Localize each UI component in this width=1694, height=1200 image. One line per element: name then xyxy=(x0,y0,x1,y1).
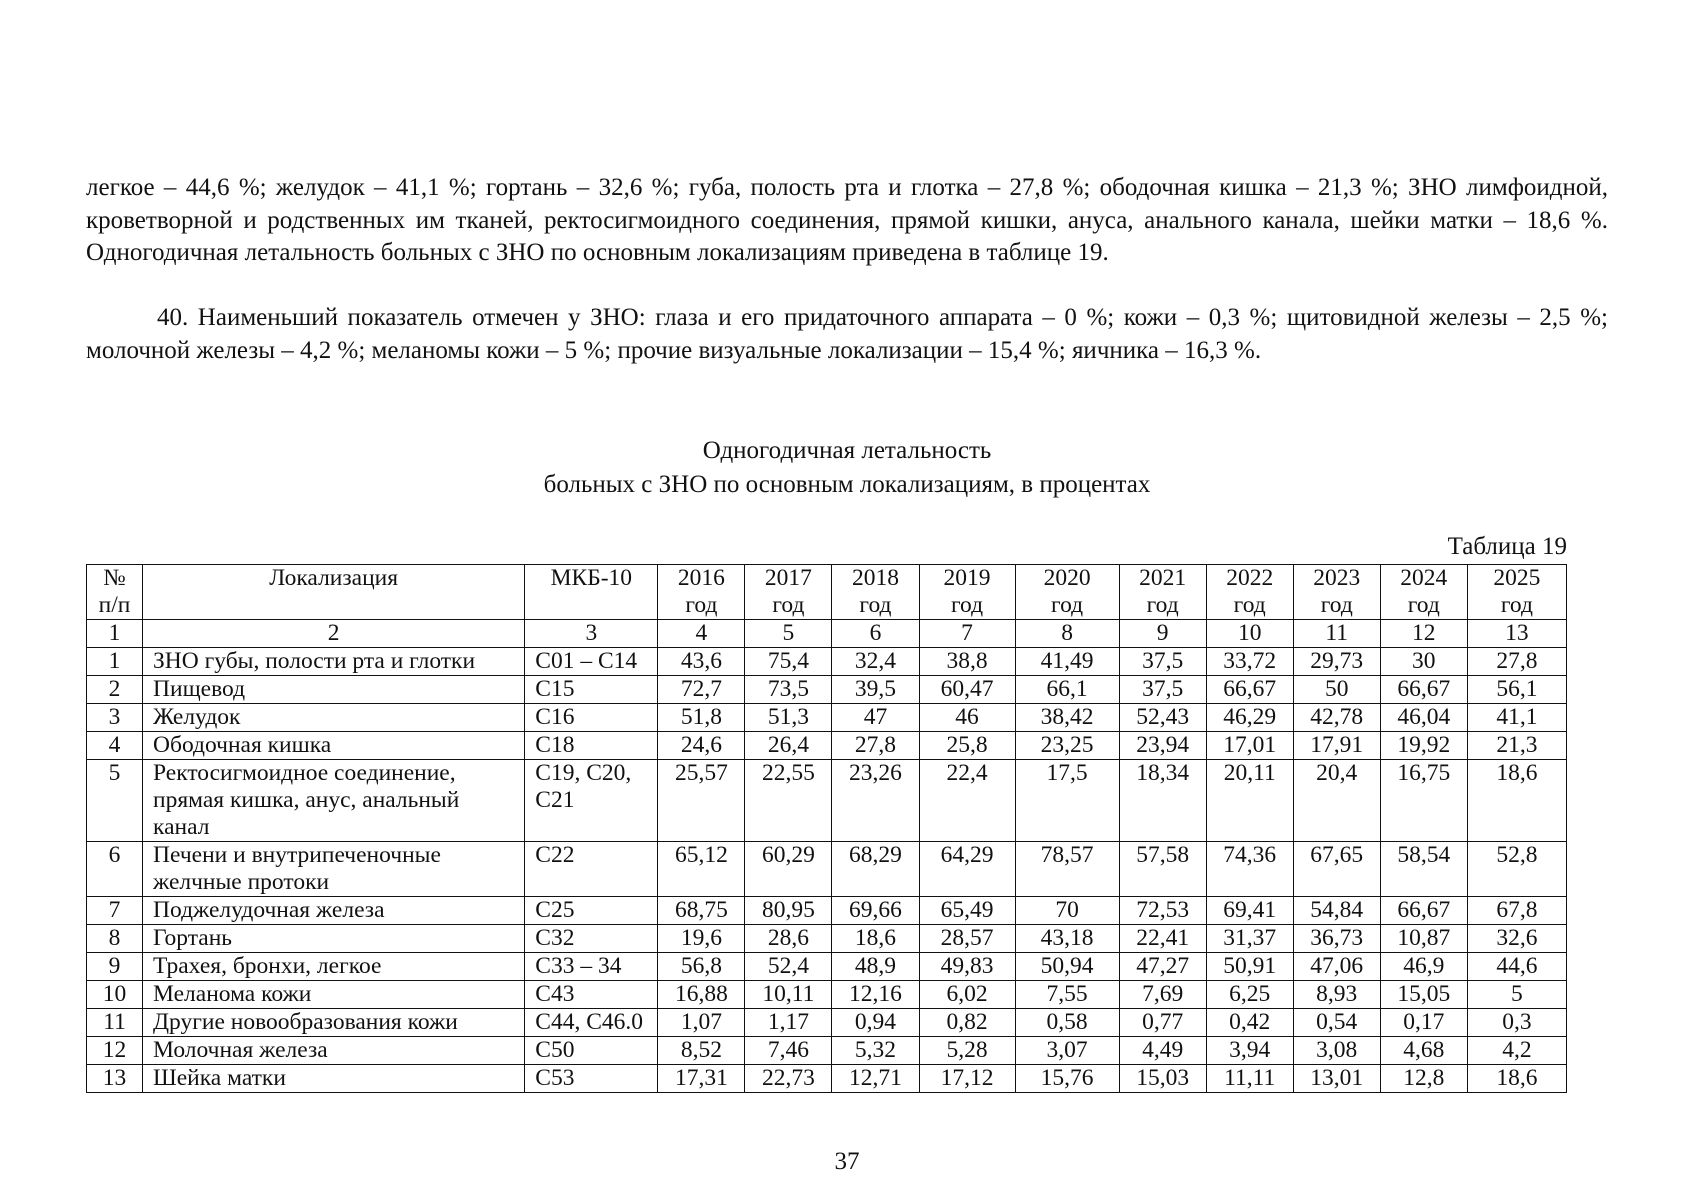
row-value: 51,3 xyxy=(745,704,832,732)
row-number: 2 xyxy=(87,676,143,704)
column-index-cell: 8 xyxy=(1015,620,1119,648)
row-value: 50 xyxy=(1293,676,1380,704)
row-value: 69,66 xyxy=(832,897,919,925)
row-value: 27,8 xyxy=(832,732,919,760)
row-value: 16,75 xyxy=(1380,760,1467,842)
column-index-row xyxy=(87,620,1567,648)
row-value: 47,27 xyxy=(1119,953,1206,981)
table-row xyxy=(87,704,1567,732)
row-icd: С25 xyxy=(525,897,658,925)
header-year-suffix: год xyxy=(772,592,805,618)
row-value: 17,91 xyxy=(1293,732,1380,760)
row-value: 66,67 xyxy=(1380,676,1467,704)
row-icd: С53 xyxy=(525,1065,658,1093)
header-year-suffix: год xyxy=(1146,592,1179,618)
row-location: Трахея, бронхи, легкое xyxy=(143,953,525,981)
header-year xyxy=(1015,565,1119,620)
row-value: 56,1 xyxy=(1467,676,1566,704)
row-value: 32,4 xyxy=(832,648,919,676)
row-value: 12,16 xyxy=(832,981,919,1009)
row-value: 4,68 xyxy=(1380,1037,1467,1065)
row-value: 72,7 xyxy=(658,676,745,704)
row-number: 12 xyxy=(87,1037,143,1065)
row-value: 17,12 xyxy=(919,1065,1015,1093)
row-value: 1,17 xyxy=(745,1009,832,1037)
row-value: 0,77 xyxy=(1119,1009,1206,1037)
header-year-value: 2022 xyxy=(1226,565,1274,591)
table-row xyxy=(87,981,1567,1009)
row-value: 20,4 xyxy=(1293,760,1380,842)
row-value: 57,58 xyxy=(1119,842,1206,897)
row-icd: С19, С20, С21 xyxy=(525,760,658,842)
column-index-cell: 10 xyxy=(1206,620,1293,648)
row-value: 60,47 xyxy=(919,676,1015,704)
row-value: 67,8 xyxy=(1467,897,1566,925)
row-value: 33,72 xyxy=(1206,648,1293,676)
row-value: 15,05 xyxy=(1380,981,1467,1009)
row-value: 47 xyxy=(832,704,919,732)
row-value: 52,43 xyxy=(1119,704,1206,732)
table-row xyxy=(87,1009,1567,1037)
row-value: 22,55 xyxy=(745,760,832,842)
row-value: 23,94 xyxy=(1119,732,1206,760)
row-icd: С01 – С14 xyxy=(525,648,658,676)
header-year xyxy=(832,565,919,620)
row-value: 26,4 xyxy=(745,732,832,760)
row-icd: С22 xyxy=(525,842,658,897)
header-year-value: 2025 xyxy=(1493,565,1541,591)
row-value: 67,65 xyxy=(1293,842,1380,897)
header-number-line2: п/п xyxy=(98,592,131,618)
row-number: 1 xyxy=(87,648,143,676)
table-row xyxy=(87,676,1567,704)
row-value: 19,6 xyxy=(658,925,745,953)
header-year xyxy=(1119,565,1206,620)
row-value: 17,01 xyxy=(1206,732,1293,760)
row-value: 78,57 xyxy=(1015,842,1119,897)
row-number: 6 xyxy=(87,842,143,897)
row-value: 0,82 xyxy=(919,1009,1015,1037)
row-value: 5 xyxy=(1467,981,1566,1009)
table-title-line-1: Одногодичная летальность xyxy=(702,437,992,464)
row-value: 0,54 xyxy=(1293,1009,1380,1037)
header-year-suffix: год xyxy=(1320,592,1353,618)
row-value: 18,6 xyxy=(1467,760,1566,842)
row-value: 43,6 xyxy=(658,648,745,676)
row-value: 75,4 xyxy=(745,648,832,676)
table-row xyxy=(87,897,1567,925)
row-value: 19,92 xyxy=(1380,732,1467,760)
row-location: Поджелудочная железа xyxy=(143,897,525,925)
row-value: 7,55 xyxy=(1015,981,1119,1009)
row-value: 17,31 xyxy=(658,1065,745,1093)
row-value: 18,6 xyxy=(832,925,919,953)
paragraph-1: легкое – 44,6 %; желудок – 41,1 %; гортань – 32,6 %; губа, полость рта и глотка – 27,8 %; ободочная кишка – 21,3 %; ЗНО лимфоидной, кроветворной и родственных им тканей, ректосигмоидного соединения, прямой кишки, ануса, анального канала, шейки матки – 18,6 %. Одногодичная летальность больных с ЗНО по основным локализациям приведена в таблице 19. xyxy=(86,174,1608,266)
row-value: 46 xyxy=(919,704,1015,732)
row-value: 68,29 xyxy=(832,842,919,897)
row-value: 43,18 xyxy=(1015,925,1119,953)
row-value: 21,3 xyxy=(1467,732,1566,760)
row-value: 49,83 xyxy=(919,953,1015,981)
row-value: 52,4 xyxy=(745,953,832,981)
table-row xyxy=(87,648,1567,676)
table-row xyxy=(87,925,1567,953)
header-year-value: 2021 xyxy=(1139,565,1187,591)
row-value: 48,9 xyxy=(832,953,919,981)
column-index-cell: 11 xyxy=(1293,620,1380,648)
row-value: 10,11 xyxy=(745,981,832,1009)
row-value: 0,3 xyxy=(1467,1009,1566,1037)
row-value: 41,1 xyxy=(1467,704,1566,732)
row-value: 7,69 xyxy=(1119,981,1206,1009)
row-value: 6,25 xyxy=(1206,981,1293,1009)
row-value: 74,36 xyxy=(1206,842,1293,897)
column-index-cell: 1 xyxy=(87,620,143,648)
row-value: 51,8 xyxy=(658,704,745,732)
row-location: Желудок xyxy=(143,704,525,732)
header-year-suffix: год xyxy=(859,592,892,618)
row-value: 4,2 xyxy=(1467,1037,1566,1065)
row-number: 5 xyxy=(87,760,143,842)
table-row xyxy=(87,842,1567,897)
row-value: 1,07 xyxy=(658,1009,745,1037)
row-number: 9 xyxy=(87,953,143,981)
header-year xyxy=(745,565,832,620)
paragraph-2: 40. Наименьший показатель отмечен у ЗНО: глаза и его придаточного аппарата – 0 %; кожи – 0,3 %; щитовидной железы – 2,5 %; молочной железы – 4,2 %; меланомы кожи – 5 %; прочие визуальные локализации – 15,4 %; яичника – 16,3 %. xyxy=(86,304,1608,364)
column-index-cell: 9 xyxy=(1119,620,1206,648)
row-value: 30 xyxy=(1380,648,1467,676)
column-index-cell: 13 xyxy=(1467,620,1566,648)
row-value: 66,67 xyxy=(1206,676,1293,704)
row-value: 37,5 xyxy=(1119,648,1206,676)
row-value: 7,46 xyxy=(745,1037,832,1065)
row-value: 12,8 xyxy=(1380,1065,1467,1093)
row-value: 25,57 xyxy=(658,760,745,842)
header-year-value: 2019 xyxy=(943,565,991,591)
row-value: 8,52 xyxy=(658,1037,745,1065)
header-year-suffix: год xyxy=(1051,592,1084,618)
row-value: 64,29 xyxy=(919,842,1015,897)
row-icd: С44, С46.0 xyxy=(525,1009,658,1037)
row-value: 60,29 xyxy=(745,842,832,897)
row-value: 20,11 xyxy=(1206,760,1293,842)
column-index-cell: 7 xyxy=(919,620,1015,648)
row-value: 3,07 xyxy=(1015,1037,1119,1065)
column-index-cell: 6 xyxy=(832,620,919,648)
row-value: 46,04 xyxy=(1380,704,1467,732)
row-value: 46,9 xyxy=(1380,953,1467,981)
table-number: Таблица 19 xyxy=(1447,533,1567,560)
table-row xyxy=(87,732,1567,760)
header-year-suffix: год xyxy=(1233,592,1266,618)
row-value: 0,42 xyxy=(1206,1009,1293,1037)
row-value: 16,88 xyxy=(658,981,745,1009)
row-location: Ректосигмоидное соединение, прямая кишка, анус, анальный канал xyxy=(143,760,525,842)
header-number-line1: № xyxy=(103,565,126,591)
row-value: 50,94 xyxy=(1015,953,1119,981)
row-value: 70 xyxy=(1015,897,1119,925)
row-icd: С16 xyxy=(525,704,658,732)
row-value: 44,6 xyxy=(1467,953,1566,981)
table-row xyxy=(87,1065,1567,1093)
row-value: 46,29 xyxy=(1206,704,1293,732)
row-value: 11,11 xyxy=(1206,1065,1293,1093)
row-value: 22,4 xyxy=(919,760,1015,842)
row-value: 52,8 xyxy=(1467,842,1566,897)
header-number xyxy=(87,565,143,620)
row-value: 22,73 xyxy=(745,1065,832,1093)
row-value: 69,41 xyxy=(1206,897,1293,925)
header-year xyxy=(1467,565,1566,620)
table-row xyxy=(87,953,1567,981)
column-index-cell: 5 xyxy=(745,620,832,648)
row-value: 0,58 xyxy=(1015,1009,1119,1037)
row-value: 65,12 xyxy=(658,842,745,897)
header-year-value: 2024 xyxy=(1400,565,1448,591)
row-icd: С15 xyxy=(525,676,658,704)
row-value: 6,02 xyxy=(919,981,1015,1009)
row-value: 54,84 xyxy=(1293,897,1380,925)
row-value: 58,54 xyxy=(1380,842,1467,897)
row-location: Другие новообразования кожи xyxy=(143,1009,525,1037)
row-location: ЗНО губы, полости рта и глотки xyxy=(143,648,525,676)
row-value: 36,73 xyxy=(1293,925,1380,953)
row-value: 68,75 xyxy=(658,897,745,925)
row-value: 15,03 xyxy=(1119,1065,1206,1093)
row-number: 11 xyxy=(87,1009,143,1037)
row-value: 38,42 xyxy=(1015,704,1119,732)
row-icd: С50 xyxy=(525,1037,658,1065)
table-row xyxy=(87,1037,1567,1065)
header-year-value: 2017 xyxy=(764,565,812,591)
row-value: 24,6 xyxy=(658,732,745,760)
row-value: 23,26 xyxy=(832,760,919,842)
row-number: 10 xyxy=(87,981,143,1009)
header-year xyxy=(919,565,1015,620)
row-value: 3,08 xyxy=(1293,1037,1380,1065)
row-value: 28,6 xyxy=(745,925,832,953)
row-value: 0,17 xyxy=(1380,1009,1467,1037)
row-value: 32,6 xyxy=(1467,925,1566,953)
row-value: 25,8 xyxy=(919,732,1015,760)
row-value: 31,37 xyxy=(1206,925,1293,953)
row-value: 42,78 xyxy=(1293,704,1380,732)
row-value: 73,5 xyxy=(745,676,832,704)
row-value: 0,94 xyxy=(832,1009,919,1037)
row-value: 23,25 xyxy=(1015,732,1119,760)
row-value: 22,41 xyxy=(1119,925,1206,953)
header-year xyxy=(1380,565,1467,620)
header-year-suffix: год xyxy=(950,592,984,618)
header-icd: МКБ-10 xyxy=(525,565,658,620)
row-value: 13,01 xyxy=(1293,1065,1380,1093)
row-value: 66,1 xyxy=(1015,676,1119,704)
column-index-cell: 2 xyxy=(143,620,525,648)
header-year xyxy=(1206,565,1293,620)
row-value: 80,95 xyxy=(745,897,832,925)
row-icd: С32 xyxy=(525,925,658,953)
row-location: Печени и внутрипеченочные желчные протоки xyxy=(143,842,525,897)
row-value: 5,28 xyxy=(919,1037,1015,1065)
row-value: 56,8 xyxy=(658,953,745,981)
row-number: 13 xyxy=(87,1065,143,1093)
row-number: 7 xyxy=(87,897,143,925)
header-year xyxy=(658,565,745,620)
row-value: 5,32 xyxy=(832,1037,919,1065)
row-value: 18,34 xyxy=(1119,760,1206,842)
row-value: 15,76 xyxy=(1015,1065,1119,1093)
page-number: 37 xyxy=(834,1148,860,1175)
column-index-cell: 3 xyxy=(525,620,658,648)
column-index-cell: 4 xyxy=(658,620,745,648)
row-value: 37,5 xyxy=(1119,676,1206,704)
header-row xyxy=(87,565,1567,620)
row-icd: С18 xyxy=(525,732,658,760)
row-location: Гортань xyxy=(143,925,525,953)
row-value: 18,6 xyxy=(1467,1065,1566,1093)
row-value: 3,94 xyxy=(1206,1037,1293,1065)
header-year xyxy=(1293,565,1380,620)
row-value: 65,49 xyxy=(919,897,1015,925)
row-value: 72,53 xyxy=(1119,897,1206,925)
header-year-value: 2023 xyxy=(1313,565,1361,591)
row-value: 10,87 xyxy=(1380,925,1467,953)
header-year-suffix: год xyxy=(685,592,718,618)
row-value: 39,5 xyxy=(832,676,919,704)
row-value: 38,8 xyxy=(919,648,1015,676)
row-number: 4 xyxy=(87,732,143,760)
table-row xyxy=(87,760,1567,842)
row-value: 12,71 xyxy=(832,1065,919,1093)
row-value: 29,73 xyxy=(1293,648,1380,676)
row-value: 28,57 xyxy=(919,925,1015,953)
row-value: 41,49 xyxy=(1015,648,1119,676)
header-year-value: 2020 xyxy=(1043,565,1091,591)
header-year-suffix: год xyxy=(1407,592,1440,618)
header-year-value: 2016 xyxy=(677,565,725,591)
table-title-line-2: больных с ЗНО по основным локализациям, в процентах xyxy=(543,471,1151,498)
row-location: Пищевод xyxy=(143,676,525,704)
row-value: 8,93 xyxy=(1293,981,1380,1009)
header-location: Локализация xyxy=(143,565,525,620)
row-value: 47,06 xyxy=(1293,953,1380,981)
mortality-table xyxy=(86,564,1567,1093)
column-index-cell: 12 xyxy=(1380,620,1467,648)
row-value: 17,5 xyxy=(1015,760,1119,842)
row-location: Молочная железа xyxy=(143,1037,525,1065)
header-year-value: 2018 xyxy=(851,565,899,591)
row-icd: С43 xyxy=(525,981,658,1009)
row-number: 8 xyxy=(87,925,143,953)
row-location: Шейка матки xyxy=(143,1065,525,1093)
row-location: Меланома кожи xyxy=(143,981,525,1009)
row-value: 27,8 xyxy=(1467,648,1566,676)
row-value: 4,49 xyxy=(1119,1037,1206,1065)
row-icd: С33 – 34 xyxy=(525,953,658,981)
row-location: Ободочная кишка xyxy=(143,732,525,760)
row-value: 50,91 xyxy=(1206,953,1293,981)
header-year-suffix: год xyxy=(1500,592,1533,618)
row-number: 3 xyxy=(87,704,143,732)
row-value: 66,67 xyxy=(1380,897,1467,925)
